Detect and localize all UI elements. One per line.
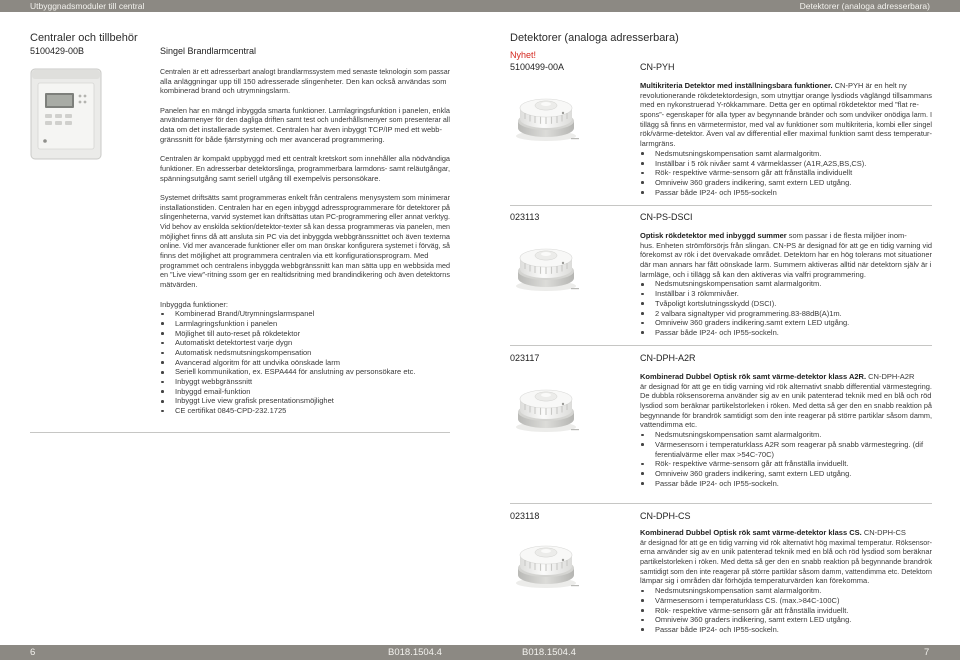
bullet-text: CE certifikat 0845-CPD-232.1725 xyxy=(175,406,287,416)
line-text: larmläge, och i tillägg så kan den aktiveras via valfri programmering. xyxy=(640,269,866,279)
text-line xyxy=(160,280,450,290)
description-text xyxy=(640,372,932,430)
bullet-icon xyxy=(641,619,644,622)
line-text: samtidigt som den inte reagerar på större partiklar såsom damm, vattendimma etc. Detektorn xyxy=(640,566,932,576)
bullet-text: Passar både IP24- och IP55-sockeln xyxy=(655,187,777,197)
line-text: data om det installerade systemet. Centralen har även inbyggt TCP/IP med ett webb- xyxy=(160,125,442,135)
bullet-item xyxy=(640,430,932,440)
line-text: är designad för att ge en tidig varning vid rök alternativt snabb differential värmestegring. xyxy=(640,381,932,391)
line-text: spänningsutgång samt seriell utgång till exempelvis personsökare. xyxy=(160,173,381,183)
bullet-icon xyxy=(161,381,164,384)
bullet-icon xyxy=(161,313,164,316)
detector-image xyxy=(510,374,582,436)
bullet-line xyxy=(655,328,932,338)
document-code: B018.1504.4 xyxy=(388,647,442,658)
line-text: där man annars har fått oönskade larm. Summern aktiveras alltid när detektorn själv är i xyxy=(640,260,932,270)
text-line xyxy=(160,203,450,213)
bullet-line xyxy=(175,406,450,416)
feature-list xyxy=(640,149,932,197)
bullet-icon xyxy=(161,322,164,325)
product-description xyxy=(640,231,932,338)
header-right-title: Detektorer (analoga adresserbara) xyxy=(799,1,930,11)
bullet-icon xyxy=(641,609,644,612)
line-text xyxy=(640,528,906,538)
bullet-text: Tvåpoligt kortslutningsskydd (DSCI). xyxy=(655,298,777,308)
bullet-line xyxy=(175,377,450,387)
feature-list xyxy=(640,430,932,488)
header-left-title: Utbyggnadsmoduler till central xyxy=(30,1,145,11)
model-name: CN-DPH-A2R xyxy=(640,353,696,363)
bullet-icon xyxy=(641,283,644,286)
line-text: larmgräns. xyxy=(640,139,676,149)
bullet-text: Möjlighet till auto-reset på rökdetektor xyxy=(175,328,301,338)
page-number: 7 xyxy=(924,647,930,658)
bullet-icon xyxy=(161,410,164,413)
detector-image xyxy=(510,530,582,592)
line-text: De dubbla röksensorerna använder sig av en unik patenterad teknik med en blå och röd xyxy=(640,391,932,401)
bullet-item xyxy=(160,406,450,416)
bullet-line xyxy=(175,358,450,368)
bullet-item xyxy=(160,348,450,358)
line-text: en ”Live view”-ritning ssom ger en realtidsritning med brandindikering och även detektorns xyxy=(160,270,450,280)
bullet-line xyxy=(655,625,932,635)
feature-list xyxy=(160,309,450,416)
bullet-line xyxy=(175,396,450,406)
features-heading: Inbyggda funktioner: xyxy=(160,299,228,309)
paragraph xyxy=(160,106,450,145)
line-text: finns det möjlighet att programmera centralen via ett konfigurationsprogram. Med xyxy=(160,251,429,261)
product-name: Singel Brandlarmcentral xyxy=(160,46,257,56)
lead-text: Multikriteria Detektor med inställningsbara funktioner. xyxy=(640,81,833,90)
lead-text: Optisk rökdetektor med inbyggd summer xyxy=(640,231,787,240)
line-text: mätvärden. xyxy=(160,280,198,290)
line-text: installationstiden. Centralen har en egen inbyggd adressprogrammerare för detektorer på xyxy=(160,202,450,212)
text-line xyxy=(640,372,932,382)
bullet-text: Automatisk nedsmutsningskompensation xyxy=(175,347,312,357)
bullet-item xyxy=(640,625,932,635)
bullet-text: Avancerad algoritm för att undvika oönskade larm xyxy=(175,357,340,367)
line-text: online. Vid mer avancerade funktioner eller om man önskar konfigurera systemet i förväg, så xyxy=(160,241,450,251)
line-text: rök/värme-detektor. Även val av differential eller maximal funktion samt dess temperatur- xyxy=(640,129,932,139)
bullet-item xyxy=(640,596,932,606)
bullet-icon xyxy=(641,590,644,593)
text-line xyxy=(640,91,932,101)
article-number: 023118 xyxy=(510,511,540,521)
bullet-text: Omniveiw 360 graders indikering, samt extern LED utgång. xyxy=(655,468,852,478)
description-text xyxy=(640,528,932,586)
detector-image xyxy=(510,233,582,295)
line-text: Panelen har en mängd inbyggda smarta funktioner. Larmlagringsfunktion i panelen, enkla xyxy=(160,105,450,115)
bullet-item xyxy=(160,319,450,329)
bullet-text: Passar både IP24- och IP55-sockeln. xyxy=(655,327,779,337)
article-number: 5100499-00A xyxy=(510,62,565,72)
bullet-icon xyxy=(641,152,644,155)
text-line xyxy=(640,557,932,567)
bullet-item xyxy=(640,318,932,328)
text-line xyxy=(160,232,450,242)
new-badge: Nyhet! xyxy=(510,50,537,60)
bullet-icon xyxy=(641,322,644,325)
text-line xyxy=(640,241,932,251)
bullet-icon xyxy=(641,172,644,175)
line-text: möjlighet finns då att ansluta sin PC via det inbyggda webbgränssnittet och även texterna xyxy=(160,231,450,241)
text-line xyxy=(160,86,450,96)
detector-image xyxy=(510,83,582,145)
bullet-text: Nedsmutsningskompensation samt alarmalgoritm. xyxy=(655,586,822,596)
product-cn-dph-cs xyxy=(510,510,932,634)
bullet-item xyxy=(160,396,450,406)
lead-text: Kombinerad Dubbel Optisk rök samt värme-detektor klass CS. xyxy=(640,528,862,537)
text-line xyxy=(160,164,450,174)
bullet-item xyxy=(160,367,450,377)
text-line xyxy=(160,261,450,271)
bullet-item xyxy=(640,289,932,299)
paragraph xyxy=(160,154,450,183)
bullet-item xyxy=(160,377,450,387)
bullet-item xyxy=(160,338,450,348)
bullet-line xyxy=(655,606,932,616)
bullet-icon xyxy=(641,443,644,446)
text-line xyxy=(640,260,932,270)
text-run: CN-DPH-A2R xyxy=(866,372,915,381)
bullet-item xyxy=(640,178,932,188)
bullet-item xyxy=(640,479,932,489)
bullet-line xyxy=(655,479,932,489)
bullet-item xyxy=(160,358,450,368)
bullet-line xyxy=(175,329,450,339)
model-name: CN-DPH-CS xyxy=(640,511,691,521)
bullet-text: Automatiskt detektortest varje dygn xyxy=(175,338,293,348)
bullet-text: Rök- respektive värme-sensorn går att frånställa individuellt xyxy=(655,168,853,178)
text-line xyxy=(640,420,932,430)
bullet-icon xyxy=(641,628,644,631)
model-name: CN-PS-DSCI xyxy=(640,212,693,222)
bullet-text: Värmesensorn i temperaturklass A2R som reagerar på snabb värmestegring. (dif xyxy=(655,439,924,449)
document-code: B018.1504.4 xyxy=(522,647,576,658)
bullet-text: Omniveiw 360 graders indikering, samt extern LED utgång. xyxy=(655,615,852,625)
text-line xyxy=(640,382,932,392)
article-number: 023117 xyxy=(510,353,540,363)
separator-rule xyxy=(510,205,932,206)
line-text: spons”- egenskaper för alla typer av begynnande bränder och som undviker onödiga larm. I xyxy=(640,110,932,120)
bullet-item xyxy=(160,329,450,339)
text-line xyxy=(640,567,932,577)
line-text: gränssnitt för både fjärrstyrning och mer avancerad programmering. xyxy=(160,134,385,144)
bullet-item xyxy=(640,309,932,319)
bullet-line xyxy=(175,338,450,348)
bullet-text: Inställbar i 5 rök nivåer samt 4 värmeklasser (A1R,A2S,BS,CS). xyxy=(655,158,867,168)
bullet-line xyxy=(655,168,932,178)
product-description xyxy=(160,67,450,416)
bullet-icon xyxy=(641,472,644,475)
text-line xyxy=(640,528,932,538)
text-line xyxy=(640,100,932,110)
product-cn-ps-dsci xyxy=(510,211,932,337)
bullet-icon xyxy=(161,342,164,345)
text-run: CN-PYH är en helt ny xyxy=(832,81,907,90)
bullet-text: Omniveiw 360 graders indikering, samt extern LED utgång. xyxy=(655,177,852,187)
bullet-icon xyxy=(641,312,644,315)
bullet-item xyxy=(640,299,932,309)
text-line xyxy=(160,135,450,145)
line-text: förekomst av rök i det övervakade området. Detektorn har en hög tolerans mot situationer xyxy=(640,250,932,260)
bullet-line xyxy=(175,309,450,319)
lead-text: Kombinerad Dubbel Optisk rök samt värme-detektor klass A2R. xyxy=(640,372,867,381)
bullet-text: Kombinerad Brand/Utrymningslarmspanel xyxy=(175,309,315,319)
line-text: funktioner. En adresserbar detektorslinga, programmerbara larmdons- samt reläutgångar, xyxy=(160,163,450,173)
bullet-text: Passar både IP24- och IP55-sockeln. xyxy=(655,478,779,488)
bullet-line xyxy=(175,319,450,329)
bullet-icon xyxy=(161,390,164,393)
bullet-icon xyxy=(641,191,644,194)
line-text: tillägg så finns en värmetermistor, med val av funktioner som multikriteria, kombi eller singel xyxy=(640,119,932,129)
bullet-line xyxy=(655,318,932,328)
line-text: Centralen är ett adresserbart analogt brandlarmssystem med senaste teknologin som passar xyxy=(160,67,450,76)
text-line xyxy=(160,222,450,232)
text-line xyxy=(640,120,932,130)
bullet-icon xyxy=(641,162,644,165)
section-title: Detektorer (analoga adresserbara) xyxy=(510,32,679,44)
line-text: användarmenyer för den dagliga driften samt test och underhållsmenyer som presenterar all xyxy=(160,115,450,125)
description-text xyxy=(640,81,932,149)
line-text: revolutionerande rökdetektordesign, som utnyttjar orange lysdiods väglängd tillsammans xyxy=(640,90,932,100)
product-description xyxy=(640,81,932,197)
text-line xyxy=(640,139,932,149)
text-line xyxy=(640,411,932,421)
bullet-line xyxy=(655,586,932,596)
bullet-line xyxy=(175,387,450,397)
bullet-text: Inbyggt webbgränssnitt xyxy=(175,377,253,386)
line-text: alla anläggningar upp till 150 adresserade slingenheter. Den kan också användas som xyxy=(160,76,447,86)
bullet-line xyxy=(655,149,932,159)
bullet-line xyxy=(655,159,932,169)
bullet-line xyxy=(655,430,932,440)
product-cn-pyh xyxy=(510,50,932,197)
bullet-item xyxy=(640,188,932,198)
bullet-line xyxy=(175,348,450,358)
bullet-icon xyxy=(161,400,164,403)
bullet-text: Inbyggd email-funktion xyxy=(175,386,251,396)
text-line xyxy=(160,67,450,77)
bullet-icon xyxy=(161,352,164,355)
bullet-text: Seriell kommunikation, ex. ESPA444 för anslutning av personsökare etc. xyxy=(175,367,416,377)
text-line xyxy=(640,547,932,557)
footer-bar xyxy=(0,645,960,660)
text-line xyxy=(640,81,932,91)
bullet-line xyxy=(655,440,932,450)
bullet-line xyxy=(655,188,932,198)
bullet-line xyxy=(655,450,932,460)
bullet-icon xyxy=(641,331,644,334)
product-cn-dph-a2r xyxy=(510,352,932,488)
bullet-text: Rök- respektive värme-sensorn går att frånställa inviduellt. xyxy=(655,605,849,615)
text-line xyxy=(640,270,932,280)
bullet-item xyxy=(640,615,932,625)
feature-list xyxy=(640,586,932,634)
bullet-text: Omniveiw 360 graders indikering.samt extern LED utgång. xyxy=(655,318,850,328)
text-run: som passar i de flesta miljöer inom- xyxy=(786,231,907,240)
line-text: lämpar sig i områden där förhöjda temperaturvärden kan förekomma. xyxy=(640,576,870,586)
bullet-icon xyxy=(641,302,644,305)
bullet-item xyxy=(640,440,932,459)
bullet-text: Nedsmutsningskompensation samt alarmalgoritm. xyxy=(655,430,822,440)
text-line xyxy=(640,231,932,241)
bullet-line xyxy=(655,299,932,309)
bullet-text: 2 valbara signaltyper vid programmering.83-88dB(A)1m. xyxy=(655,308,842,318)
text-line xyxy=(160,77,450,87)
text-line xyxy=(160,154,450,164)
line-text: erna använder sig av en unik patenterad teknik med en blå och röd lysdiod som beräknar xyxy=(640,547,932,557)
bullet-item xyxy=(640,459,932,469)
bullet-item xyxy=(640,149,932,159)
bullet-line xyxy=(655,596,932,606)
text-line xyxy=(160,270,450,280)
line-text: är designad för att ge en tidig varning vid rök alternativt hög maximal temperatur. Röksensor- xyxy=(640,537,932,547)
bullet-icon xyxy=(641,293,644,296)
description-text xyxy=(640,231,932,279)
bullet-line xyxy=(655,459,932,469)
control-panel-image xyxy=(30,68,102,160)
text-line xyxy=(640,538,932,548)
bullet-text: Passar både IP24- och IP55-sockeln. xyxy=(655,624,779,634)
bullet-text: ferentialvärme eller max >54C-70C) xyxy=(655,449,775,459)
bullet-item xyxy=(640,168,932,178)
bullet-line xyxy=(655,309,932,319)
bullet-text: Rök- respektive värme-sensorn går att frånställa inviduellt. xyxy=(655,459,849,469)
bullet-icon xyxy=(641,434,644,437)
text-line xyxy=(640,250,932,260)
text-line xyxy=(640,129,932,139)
bullet-line xyxy=(175,367,450,377)
bullet-icon xyxy=(161,371,164,374)
line-text: Centralen är kompakt uppbyggd med ett centralt kretskort som innehåller alla nödvändiga xyxy=(160,154,450,164)
bullet-text: Inbyggt Live view grafisk presentationsmöjlighet xyxy=(175,396,334,406)
text-line xyxy=(160,193,450,203)
line-text xyxy=(640,372,914,382)
page-number: 6 xyxy=(30,647,36,658)
bullet-line xyxy=(655,279,932,289)
separator-rule xyxy=(510,345,932,346)
paragraph xyxy=(160,67,450,96)
separator-rule xyxy=(30,432,450,433)
bullet-icon xyxy=(161,332,164,335)
bullet-item xyxy=(640,469,932,479)
line-text: partikelstorleken i röken. Med detta så ger den en snabb reaktion på begynnande brandrök xyxy=(640,557,932,567)
model-name: CN-PYH xyxy=(640,62,675,72)
product-description xyxy=(640,372,932,488)
bullet-icon xyxy=(641,482,644,485)
line-text: Vid behov av enskilda sektion/detektor-texter så kan dessa programmeras via panelen, men xyxy=(160,222,450,231)
bullet-text: Nedsmutsningskompensation samt alarmalgoritm. xyxy=(655,279,822,289)
bullet-line xyxy=(655,469,932,479)
line-text: kombinerad brand och utrymningslarm. xyxy=(160,86,291,96)
text-line xyxy=(160,125,450,135)
article-number: 023113 xyxy=(510,212,540,222)
text-line xyxy=(160,115,450,125)
text-line xyxy=(160,212,450,222)
line-text: med en nykonstruerad Y-rökkammare. Detta ger en optimal rökdetektor med ”flat re- xyxy=(640,100,919,110)
bullet-icon xyxy=(641,599,644,602)
bullet-text: Värmesensorn i temperaturklass CS. (max.>84C-100C) xyxy=(655,595,840,605)
product-description xyxy=(640,528,932,635)
bullet-line xyxy=(655,615,932,625)
line-text xyxy=(640,231,907,241)
header-bar xyxy=(0,0,960,12)
line-text xyxy=(640,81,907,91)
line-text: Systemet driftsätts samt programmeras enkelt från centralens menysystem som minimerar xyxy=(160,192,450,202)
bullet-text: Inställbar i 3 rökmrnivåer. xyxy=(655,289,739,299)
line-text: slingenheterna, varvid systemet kan driftsättas utan PC-programmering eller annat verktyg. xyxy=(160,212,450,222)
text-line xyxy=(640,391,932,401)
line-text: lysdiod som beräknar partikelstorleken i röken. Med detta så ger den en snabb reaktion på xyxy=(640,401,932,411)
bullet-text: Nedsmutsningskompensation samt alarmalgoritm. xyxy=(655,148,822,158)
bullet-line xyxy=(655,178,932,188)
bullet-text: Larmlagringsfunktion i panelen xyxy=(175,318,278,328)
bullet-line xyxy=(655,289,932,299)
article-number: 5100429-00B xyxy=(30,46,85,56)
bullet-item xyxy=(640,159,932,169)
bullet-item xyxy=(640,606,932,616)
bullet-item xyxy=(160,387,450,397)
bullet-item xyxy=(640,328,932,338)
text-run: CN-DPH-CS xyxy=(861,528,906,537)
bullet-icon xyxy=(641,463,644,466)
section-title: Centraler och tillbehör xyxy=(30,32,138,44)
bullet-item xyxy=(640,586,932,596)
text-line xyxy=(160,251,450,261)
text-line xyxy=(160,241,450,251)
feature-list xyxy=(640,279,932,337)
text-line xyxy=(640,576,932,586)
bullet-item xyxy=(160,309,450,319)
text-line xyxy=(160,106,450,116)
bullet-icon xyxy=(641,181,644,184)
line-text: programmet och centralens inbyggda webbgränssnitt kan man sätta upp en webbsida med xyxy=(160,260,450,270)
separator-rule xyxy=(510,503,932,504)
text-line xyxy=(160,174,450,184)
text-line xyxy=(640,110,932,120)
paragraph xyxy=(160,193,450,290)
text-line xyxy=(640,401,932,411)
line-text: begynnande för brandrök samtidigt som den inte reagerar på större partiklar såsom damm, xyxy=(640,410,932,420)
line-text: vattendimma etc. xyxy=(640,420,698,430)
bullet-item xyxy=(640,279,932,289)
line-text: hus. Enheten strömförsörjs från slingan. CN-PS är designad för att ge en tidig varning vid xyxy=(640,240,932,250)
bullet-icon xyxy=(161,361,164,364)
